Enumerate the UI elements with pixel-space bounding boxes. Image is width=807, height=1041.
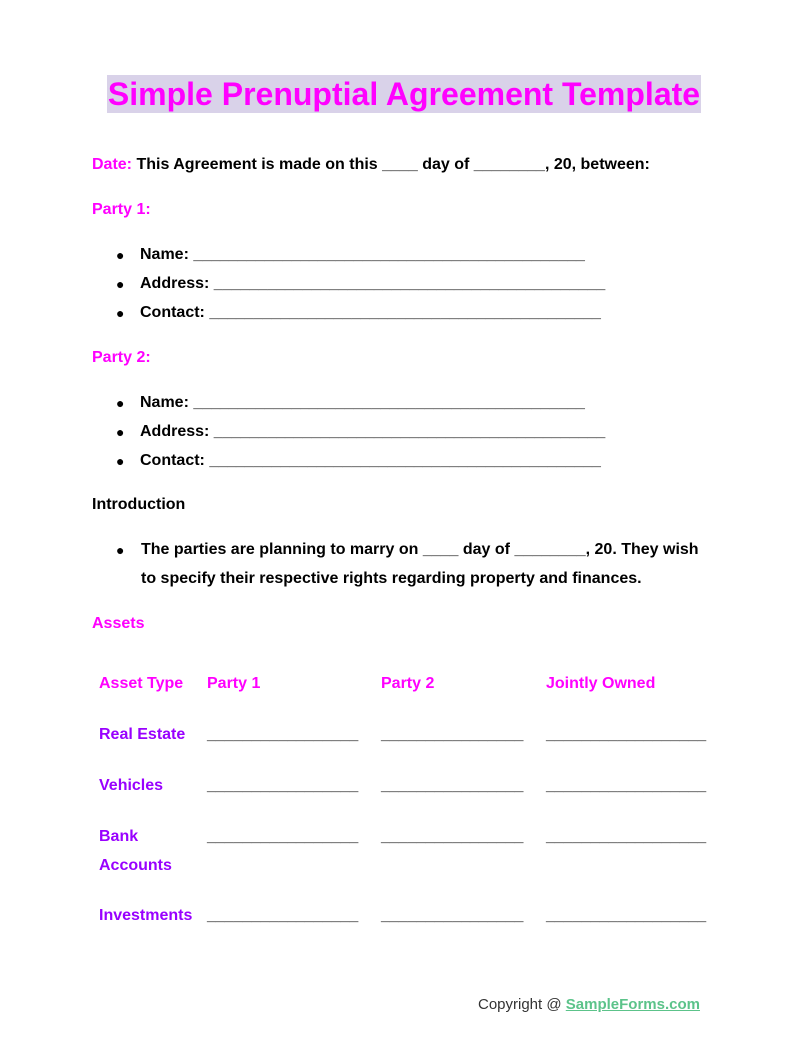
party1-blank: _________________ — [207, 828, 359, 845]
joint-blank: __________________ — [546, 726, 707, 743]
bullet-icon: ● — [116, 247, 125, 263]
asset-type: Real Estate — [99, 726, 186, 743]
asset-type: Investments — [99, 907, 193, 924]
asset-type-cont: Accounts — [99, 857, 172, 874]
bullet-icon: ● — [116, 542, 125, 558]
party1-name: Name: ____________________________________________ — [140, 246, 585, 263]
party1-blank: _________________ — [207, 777, 359, 794]
party2-blank: ________________ — [381, 726, 524, 743]
bullet-icon: ● — [116, 305, 125, 321]
column-header: Party 2 — [381, 675, 435, 692]
party2-heading: Party 2: — [92, 349, 151, 366]
date-text: This Agreement is made on this ____ day of ________, 20, between: — [136, 156, 650, 173]
party2-name: Name: ____________________________________________ — [140, 394, 585, 411]
party2-blank: ________________ — [381, 777, 524, 794]
asset-type: Vehicles — [99, 777, 164, 794]
footer — [478, 996, 700, 1013]
party1-heading: Party 1: — [92, 201, 151, 218]
joint-blank: __________________ — [546, 907, 707, 924]
date-label: Date: — [92, 156, 133, 173]
introduction-line-1: The parties are planning to marry on ____ day of ________, 20. They wish — [141, 541, 699, 558]
party1-contact: Contact: ____________________________________________ — [140, 304, 601, 321]
sampleforms-link[interactable]: SampleForms.com — [565, 996, 700, 1013]
bullet-icon: ● — [116, 395, 125, 411]
introduction-line-2: to specify their respective rights regarding property and finances. — [141, 570, 642, 587]
column-header: Jointly Owned — [546, 675, 656, 692]
introduction-heading: Introduction — [92, 496, 186, 513]
joint-blank: __________________ — [546, 777, 707, 794]
party1-blank: _________________ — [207, 907, 359, 924]
column-header: Asset Type — [99, 675, 184, 692]
date-line — [92, 155, 650, 175]
asset-type: Bank — [99, 828, 139, 845]
copyright-text: Copyright @ — [478, 996, 566, 1013]
party2-address: Address: ____________________________________________ — [140, 423, 606, 440]
bullet-icon: ● — [116, 424, 125, 440]
party2-blank: ________________ — [381, 828, 524, 845]
page-title: Simple Prenuptial Agreement Template — [107, 76, 701, 112]
bullet-icon: ● — [116, 453, 125, 469]
party1-blank: _________________ — [207, 726, 359, 743]
party2-contact: Contact: ____________________________________________ — [140, 452, 601, 469]
column-header: Party 1 — [207, 675, 261, 692]
joint-blank: __________________ — [546, 828, 707, 845]
bullet-icon: ● — [116, 276, 125, 292]
party1-address: Address: ____________________________________________ — [140, 275, 606, 292]
party2-blank: ________________ — [381, 907, 524, 924]
assets-heading: Assets — [92, 615, 145, 632]
